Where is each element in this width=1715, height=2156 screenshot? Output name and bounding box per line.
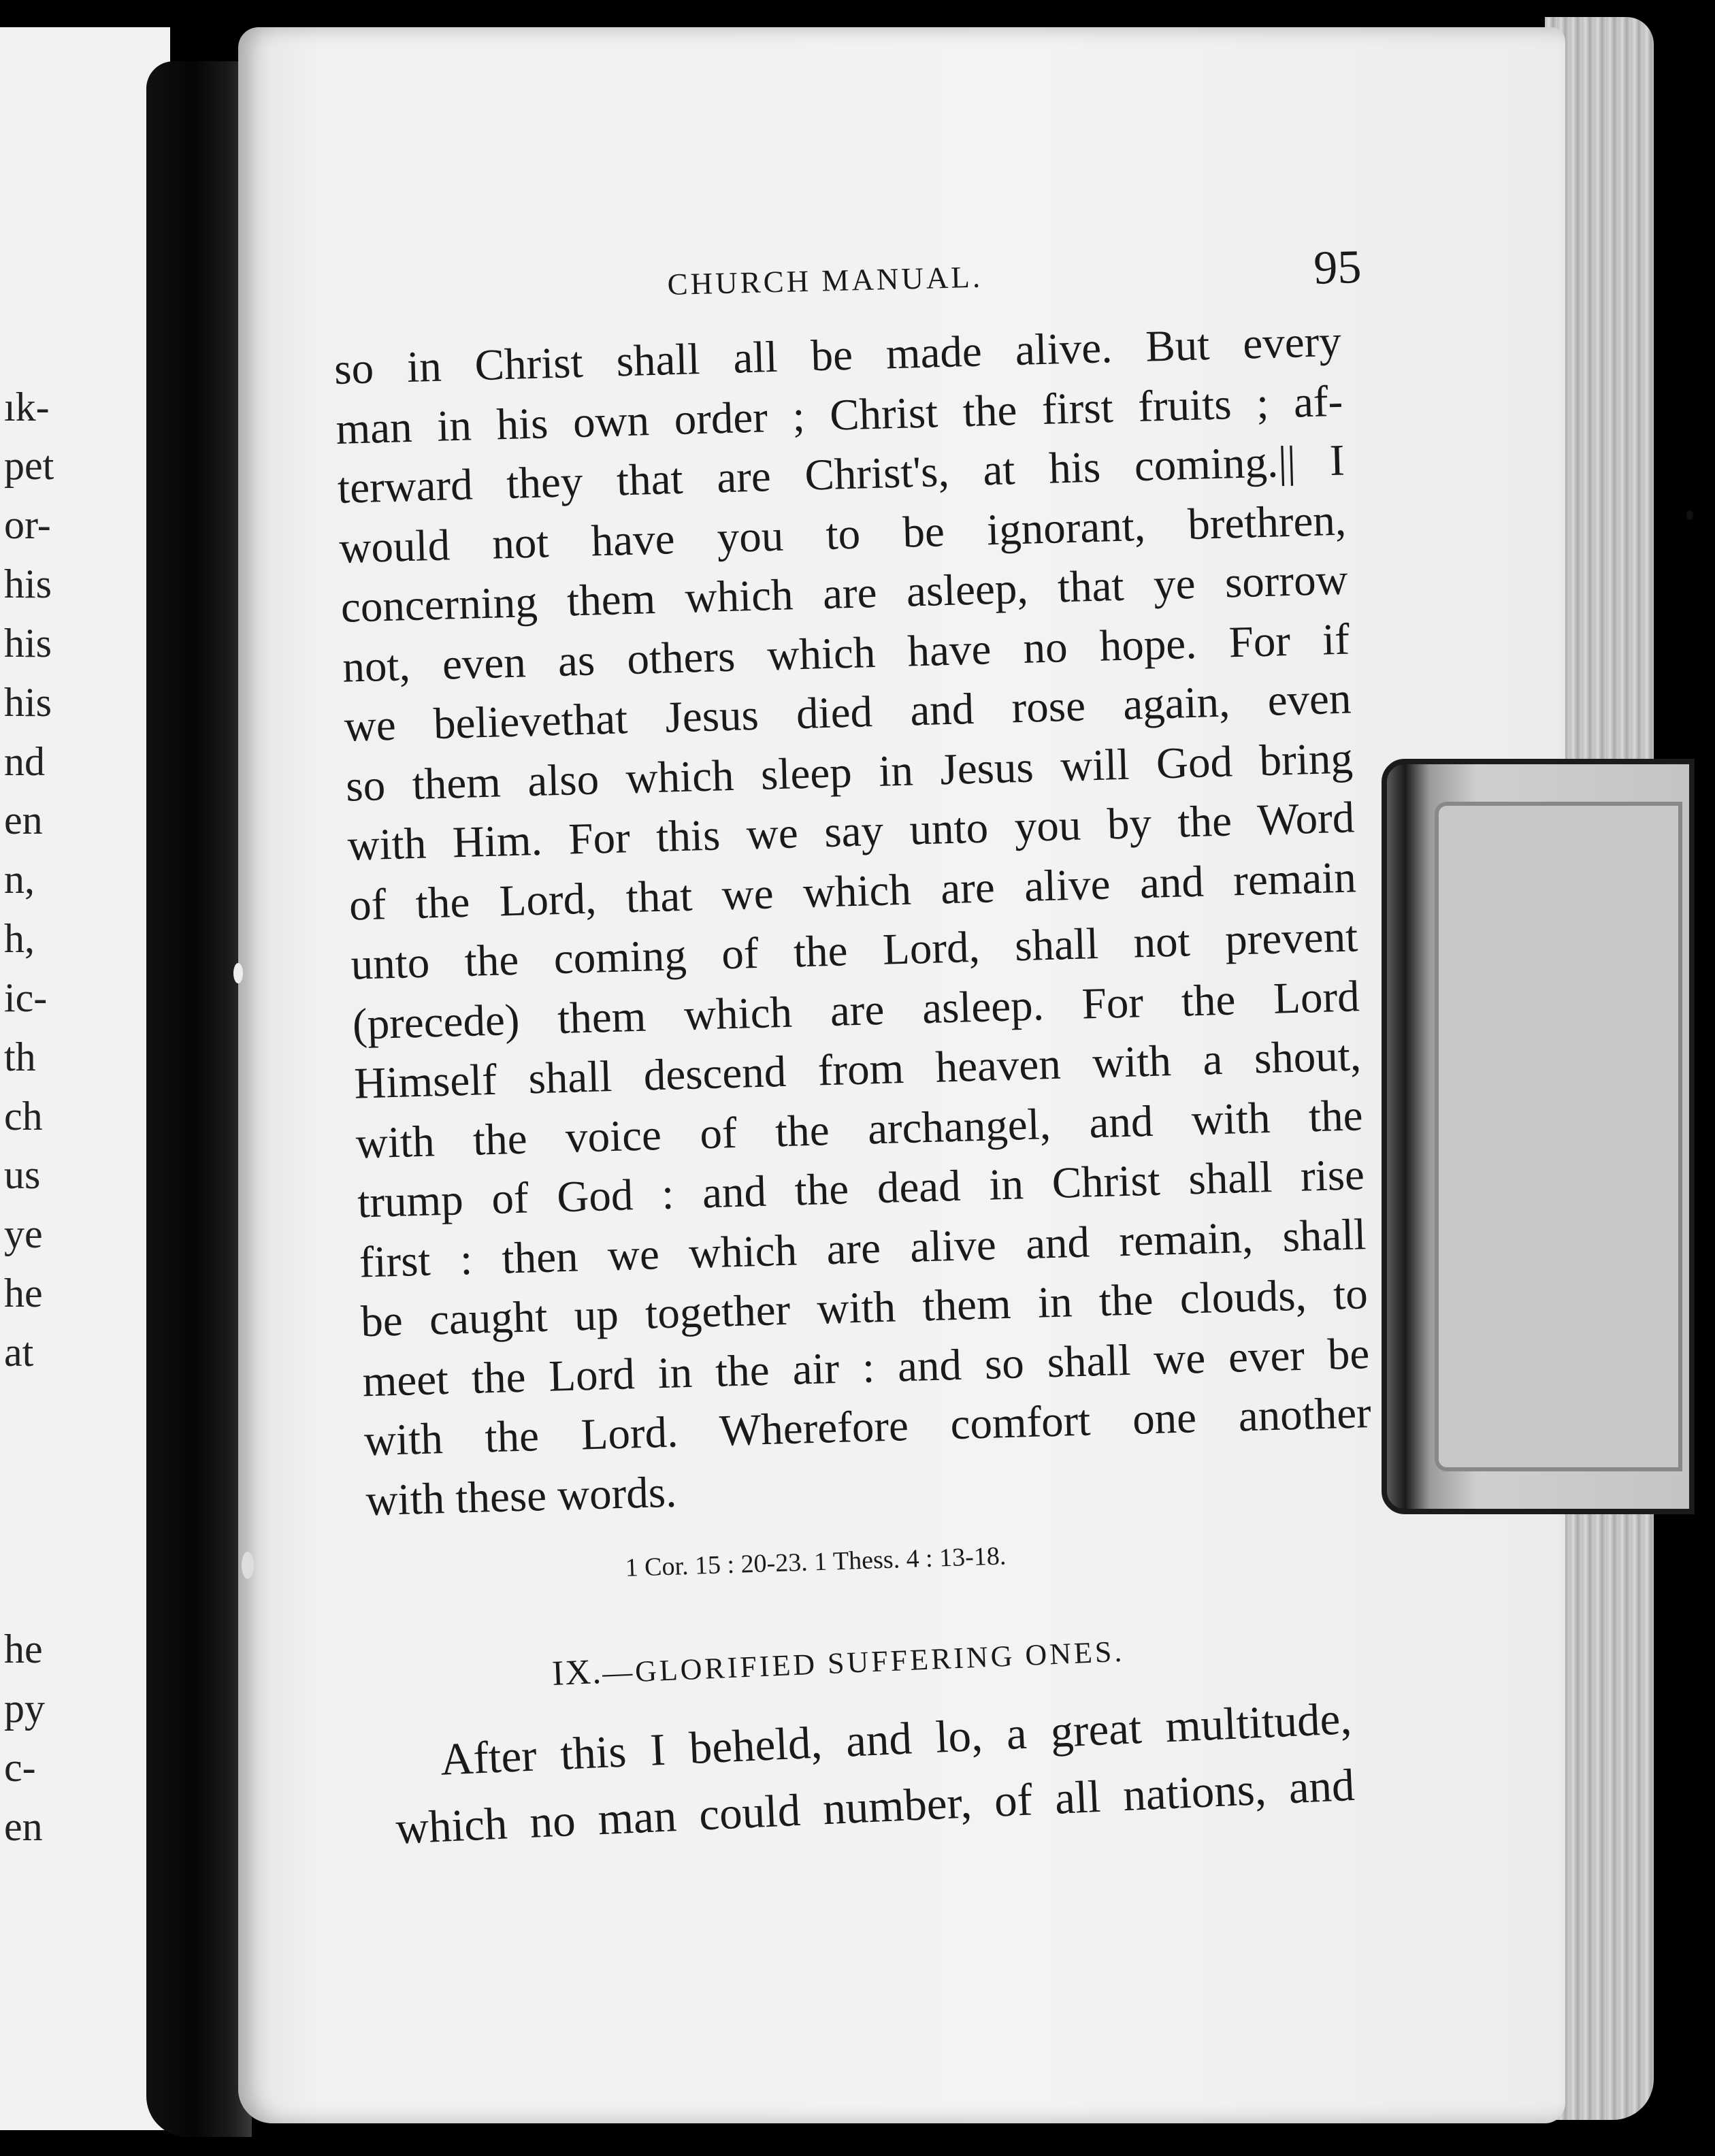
section-title: —GLORIFIED SUFFERING ONES. [602,1634,1126,1690]
scripture-citation: 1 Cor. 15 : 20-23. 1 Thess. 4 : 13-18. [625,1541,1007,1582]
left-fragment: en [4,798,43,843]
body-line: be caught up together with them in the clouds, to [360,1269,1369,1347]
left-fragment: his [4,680,52,725]
left-fragment: ic- [4,975,48,1020]
body-line: would not have you to be ignorant, brethren, [338,495,1347,573]
left-fragment: he [4,1271,43,1316]
bookmark-clip-inner [1435,802,1682,1471]
body-line: of the Lord, that we which are alive and remain [348,852,1357,930]
body-line: Himself shall descend from heaven with a shout, [353,1031,1362,1109]
body-line: unto the coming of the Lord, shall not prevent [350,912,1359,990]
left-fragment: nd [4,739,45,784]
section-number: IX. [551,1652,604,1693]
running-head-title: CHURCH MANUAL. [667,259,983,301]
body-line: we believethat Jesus died and rose again, even [343,674,1352,751]
left-fragment: ch [4,1094,43,1139]
left-fragment: en [4,1804,43,1849]
book-binding-gutter [146,61,252,2137]
body-line: which no man could number, of all nations, and [394,1759,1356,1854]
left-fragment: pet [4,443,54,488]
left-fragment: c- [4,1745,36,1790]
scan-speck [1686,510,1693,520]
body-line: trump of God : and the dead in Christ shall rise [357,1150,1365,1228]
left-fragment: he [4,1627,43,1671]
body-line: so them also which sleep in Jesus will God bring [345,733,1354,811]
body-line: with these words. [365,1467,678,1525]
bookmark-clip [1382,759,1695,1514]
body-line: first : then we which are alive and remain, shall [358,1209,1367,1287]
left-fragment: us [4,1152,41,1197]
body-line: with the Lord. Wherefore comfort one another [363,1388,1372,1466]
left-fragment: ye [4,1211,43,1256]
left-fragment: th [4,1034,36,1079]
scan-speck [242,1552,254,1579]
left-facing-page [0,27,170,2130]
left-fragment: his [4,561,52,606]
body-line: man in his own order ; Christ the first fruits ; af- [335,376,1344,454]
left-fragment: or- [4,502,51,547]
left-fragment: at [4,1330,34,1375]
body-line: (precede) them which are asleep. For the Lord [352,971,1360,1049]
body-line: with Him. For this we say unto you by the Word [346,793,1356,870]
left-fragment: ık- [4,385,50,429]
body-line: concerning them which are asleep, that ye sorrow [340,555,1349,632]
body-line: After this I beheld, and lo, a great multitude, [439,1693,1353,1785]
body-text [333,312,1373,1531]
body-line: terward they that are Christ's, at his coming.|| I [337,436,1345,513]
left-fragment: py [4,1686,45,1731]
left-fragment: h, [4,916,35,961]
body-line: meet the Lord in the air : and so shall we ever be [361,1328,1371,1406]
page-number: 95 [1313,241,1362,295]
scan-speck [233,963,243,983]
body-line: with the voice of the archangel, and with the [355,1090,1364,1169]
left-fragment: n, [4,857,35,902]
body-line: not, even as others which have no hope. For if [342,615,1350,692]
body-line: so in Christ shall all be made alive. But every [333,316,1342,394]
left-fragment: his [4,621,52,666]
